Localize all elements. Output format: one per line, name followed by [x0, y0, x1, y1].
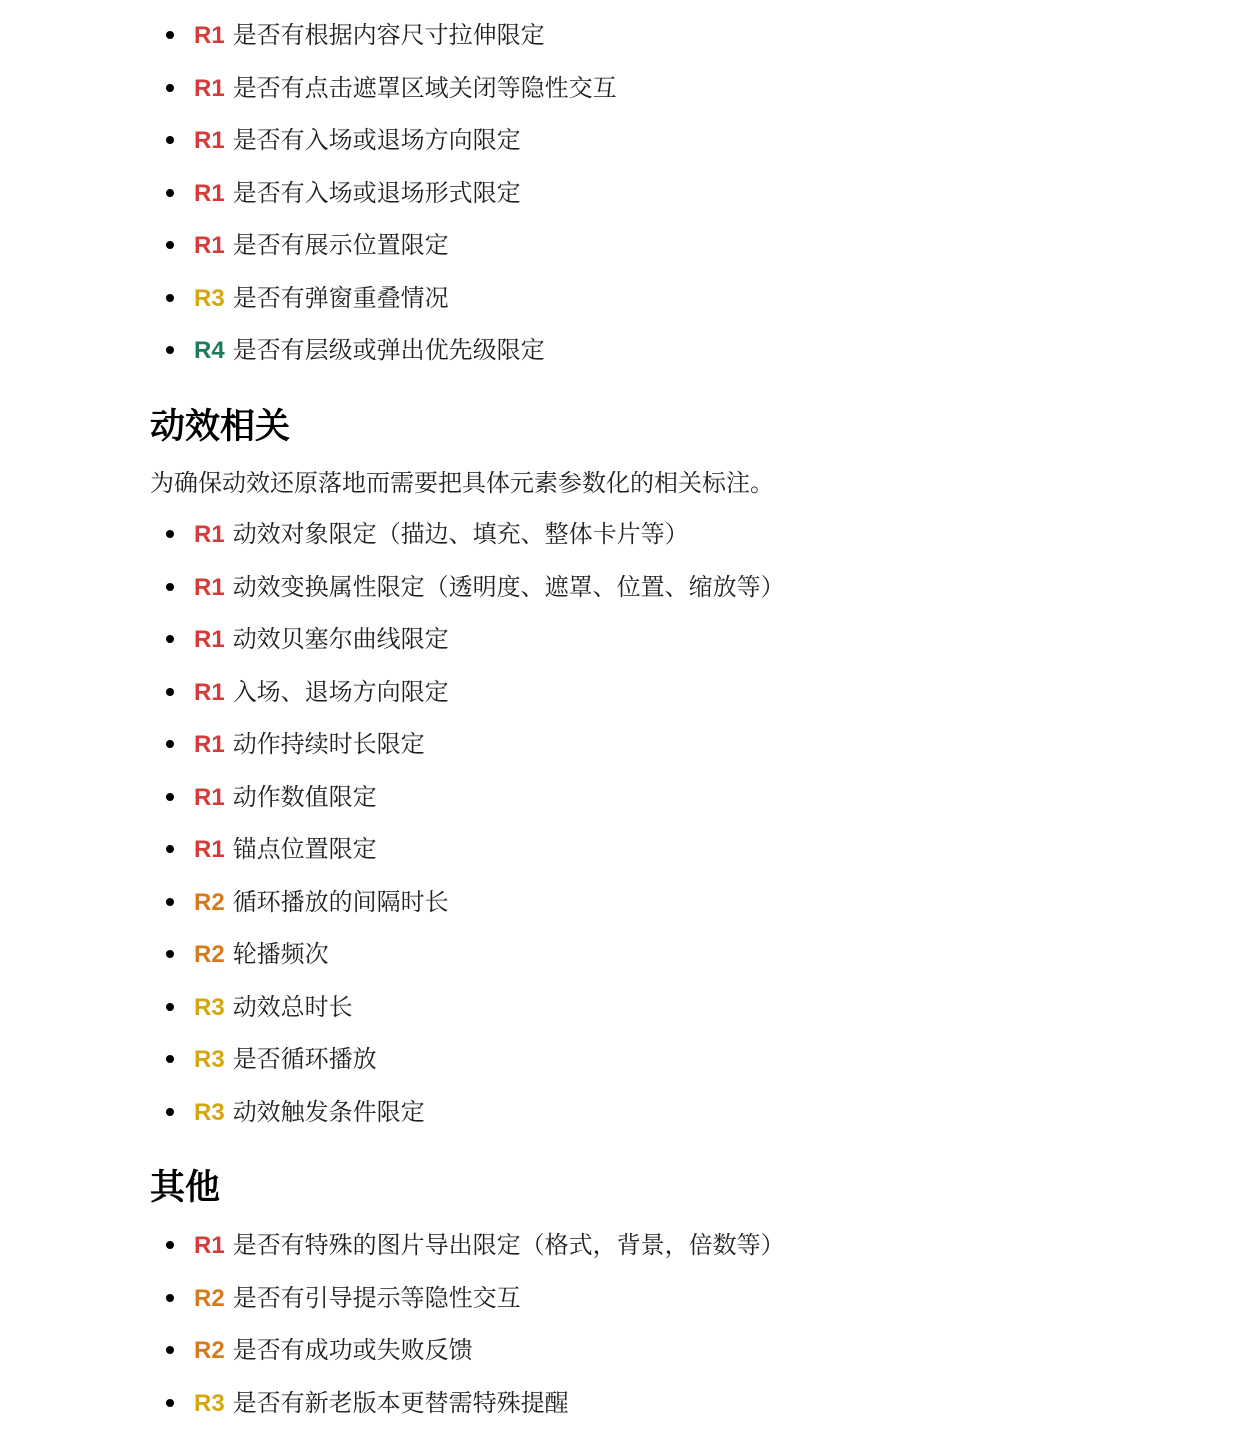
item-text: 是否有新老版本更替需特殊提醒	[233, 1389, 569, 1417]
bullet-icon	[166, 346, 174, 354]
list-item	[150, 1227, 785, 1280]
list-item	[150, 1094, 785, 1147]
bullet-icon	[166, 1055, 174, 1063]
list-item	[150, 227, 617, 280]
list-item	[150, 70, 617, 123]
item-text: 是否有入场或退场方向限定	[233, 126, 521, 154]
item-text: 是否有特殊的图片导出限定（格式，背景，倍数等）	[233, 1231, 785, 1259]
bullet-icon	[166, 1003, 174, 1011]
priority-tag: R1	[194, 521, 225, 548]
item-text: 是否有层级或弹出优先级限定	[233, 336, 545, 364]
bullet-icon	[166, 1346, 174, 1354]
popup-checklist	[150, 17, 617, 385]
bullet-icon	[166, 688, 174, 696]
item-text: 是否有根据内容尺寸拉伸限定	[233, 21, 545, 49]
bullet-icon	[166, 583, 174, 591]
priority-tag: R1	[194, 1232, 225, 1259]
priority-tag: R2	[194, 1337, 225, 1364]
list-item	[150, 674, 785, 727]
list-item	[150, 831, 785, 884]
item-text: 动效贝塞尔曲线限定	[233, 625, 449, 653]
item-text: 是否有展示位置限定	[233, 231, 449, 259]
bullet-icon	[166, 635, 174, 643]
priority-tag: R1	[194, 731, 225, 758]
priority-tag: R1	[194, 836, 225, 863]
bullet-icon	[166, 740, 174, 748]
item-text: 动效对象限定（描边、填充、整体卡片等）	[233, 520, 689, 548]
bullet-icon	[166, 1399, 174, 1407]
item-text: 锚点位置限定	[233, 835, 377, 863]
item-text: 轮播频次	[233, 940, 329, 968]
other-checklist	[150, 1227, 785, 1437]
priority-tag: R1	[194, 574, 225, 601]
priority-tag: R1	[194, 784, 225, 811]
priority-tag: R3	[194, 1046, 225, 1073]
bullet-icon	[166, 31, 174, 39]
bullet-icon	[166, 898, 174, 906]
list-item	[150, 1385, 785, 1437]
priority-tag: R3	[194, 285, 225, 312]
priority-tag: R4	[194, 337, 225, 364]
priority-tag: R1	[194, 22, 225, 49]
item-text: 动效变换属性限定（透明度、遮罩、位置、缩放等）	[233, 573, 785, 601]
item-text: 是否有点击遮罩区域关闭等隐性交互	[233, 74, 617, 102]
bullet-icon	[166, 189, 174, 197]
priority-tag: R1	[194, 232, 225, 259]
list-item	[150, 122, 617, 175]
list-item	[150, 779, 785, 832]
priority-tag: R1	[194, 679, 225, 706]
priority-tag: R1	[194, 127, 225, 154]
list-item	[150, 1280, 785, 1333]
item-text: 动效触发条件限定	[233, 1098, 425, 1126]
item-text: 动作数值限定	[233, 783, 377, 811]
list-item	[150, 280, 617, 333]
item-text: 循环播放的间隔时长	[233, 888, 449, 916]
bullet-icon	[166, 1108, 174, 1116]
bullet-icon	[166, 1241, 174, 1249]
list-item	[150, 621, 785, 674]
priority-tag: R2	[194, 941, 225, 968]
motion-checklist	[150, 516, 785, 1146]
bullet-icon	[166, 793, 174, 801]
item-text: 是否有引导提示等隐性交互	[233, 1284, 521, 1312]
bullet-icon	[166, 1294, 174, 1302]
list-item	[150, 726, 785, 779]
bullet-icon	[166, 530, 174, 538]
list-item	[150, 884, 785, 937]
item-text: 入场、退场方向限定	[233, 678, 449, 706]
list-item	[150, 936, 785, 989]
bullet-icon	[166, 294, 174, 302]
item-text: 动作持续时长限定	[233, 730, 425, 758]
bullet-icon	[166, 136, 174, 144]
priority-tag: R2	[194, 889, 225, 916]
list-item	[150, 516, 785, 569]
bullet-icon	[166, 241, 174, 249]
item-text: 是否有弹窗重叠情况	[233, 284, 449, 312]
list-item	[150, 332, 617, 385]
priority-tag: R1	[194, 180, 225, 207]
list-item	[150, 569, 785, 622]
priority-tag: R1	[194, 626, 225, 653]
list-item	[150, 1041, 785, 1094]
priority-tag: R3	[194, 994, 225, 1021]
motion-section-title: 动效相关	[150, 405, 290, 449]
other-section-title: 其他	[150, 1166, 220, 1210]
priority-tag: R3	[194, 1099, 225, 1126]
bullet-icon	[166, 84, 174, 92]
item-text: 是否有入场或退场形式限定	[233, 179, 521, 207]
priority-tag: R1	[194, 75, 225, 102]
item-text: 动效总时长	[233, 993, 353, 1021]
motion-section-description: 为确保动效还原落地而需要把具体元素参数化的相关标注。	[150, 465, 774, 501]
list-item	[150, 989, 785, 1042]
list-item	[150, 1332, 785, 1385]
item-text: 是否有成功或失败反馈	[233, 1336, 473, 1364]
priority-tag: R2	[194, 1285, 225, 1312]
list-item	[150, 175, 617, 228]
list-item	[150, 17, 617, 70]
bullet-icon	[166, 845, 174, 853]
bullet-icon	[166, 950, 174, 958]
item-text: 是否循环播放	[233, 1045, 377, 1073]
priority-tag: R3	[194, 1390, 225, 1417]
